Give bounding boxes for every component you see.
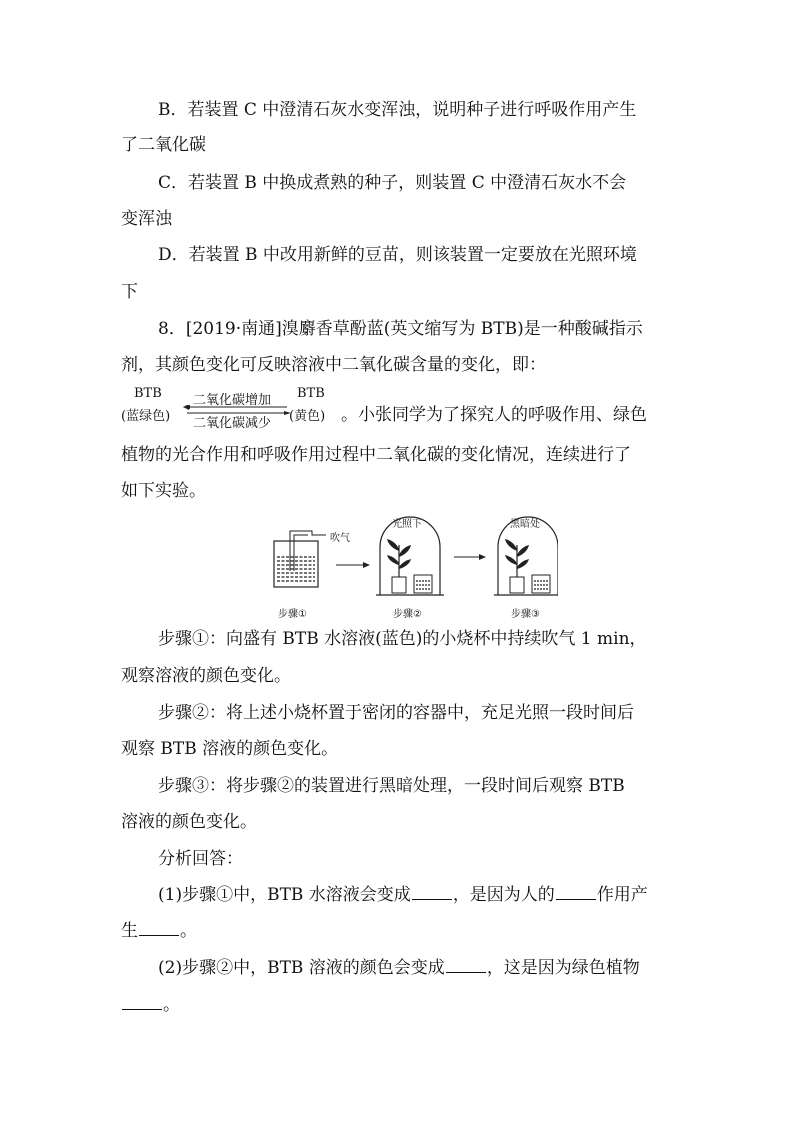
eq-arrow-top: 二氧化碳增加 — [193, 393, 272, 408]
blow-label: 吹气 — [330, 533, 350, 544]
light-label: 光照下 — [392, 519, 422, 530]
answer-blank[interactable] — [412, 885, 452, 900]
question-1-line1 — [158, 885, 648, 905]
text-line: 变浑浊 — [121, 209, 172, 229]
answer-blank[interactable] — [446, 958, 486, 973]
text-line: 溶液的颜色变化。 — [121, 812, 257, 832]
q1-text-e: 。 — [180, 921, 197, 941]
text-line: 8．[2019·南通]溴麝香草酚蓝(英文缩写为 BTB)是一种酸碱指示 — [158, 319, 643, 339]
text-line: 植物的光合作用和呼吸作用过程中二氧化碳的变化情况，连续进行了 — [121, 445, 631, 465]
arrow-right-icon — [363, 562, 370, 568]
q1-text-c: 作用产 — [596, 885, 648, 905]
text-line: D．若装置 B 中改用新鲜的豆苗，则该装置一定要放在光照环境 — [158, 245, 637, 265]
eq-right-top: BTB — [297, 386, 325, 401]
eq-tail: 。小张同学为了探究人的呼吸作用、绿色 — [341, 405, 647, 425]
text-line: 步骤①：向盛有 BTB 水溶液(蓝色)的小烧杯中持续吹气 1 min， — [158, 629, 647, 649]
question-2-line2 — [121, 995, 180, 1015]
text-line: 观察溶液的颜色变化。 — [121, 666, 291, 686]
arrow-right-icon — [479, 554, 486, 560]
q1-text-d: 生 — [121, 921, 138, 941]
q2-text-c: 。 — [163, 995, 180, 1015]
beaker-step1 — [274, 531, 326, 587]
eq-arrow-bottom: 二氧化碳减少 — [193, 416, 272, 431]
q2-text-a: (2)步骤②中，BTB 溶液的颜色会变成 — [158, 958, 445, 978]
text-line: 分析回答： — [158, 849, 243, 869]
answer-blank[interactable] — [122, 995, 162, 1010]
eq-left-bottom: (蓝绿色) — [121, 409, 171, 424]
experiment-figure — [268, 511, 558, 625]
q1-text-a: (1)步骤①中，BTB 水溶液会变成 — [158, 885, 411, 905]
text-line: C．若装置 B 中换成煮熟的种子，则装置 C 中澄清石灰水不会 — [158, 173, 627, 193]
eq-right-bottom: (黄色) — [289, 409, 326, 424]
text-line: 剂，其颜色变化可反映溶液中二氧化碳含量的变化，即： — [121, 355, 546, 375]
text-line: 步骤②：将上述小烧杯置于密闭的容器中，充足光照一段时间后 — [158, 703, 634, 723]
text-line: B．若装置 C 中澄清石灰水变浑浊，说明种子进行呼吸作用产生 — [158, 100, 637, 120]
q1-text-b: ，是因为人的 — [452, 885, 555, 905]
dark-label: 黑暗处 — [510, 519, 540, 530]
step2-label: 步骤② — [393, 609, 422, 620]
text-line: 了二氧化碳 — [121, 135, 206, 155]
text-line: 下 — [121, 282, 138, 302]
step1-label: 步骤① — [278, 609, 307, 620]
step3-label: 步骤③ — [511, 609, 540, 620]
text-line: 如下实验。 — [121, 481, 206, 501]
eq-left-top: BTB — [134, 386, 162, 401]
answer-blank[interactable] — [556, 885, 596, 900]
text-line: 步骤③：将步骤②的装置进行黑暗处理，一段时间后观察 BTB — [158, 776, 625, 796]
q2-text-b: ，这是因为绿色植物 — [486, 958, 640, 978]
answer-blank[interactable] — [139, 921, 179, 936]
question-1-line2 — [121, 921, 197, 941]
text-line: 观察 BTB 溶液的颜色变化。 — [121, 739, 339, 759]
question-2-line1 — [158, 958, 640, 978]
